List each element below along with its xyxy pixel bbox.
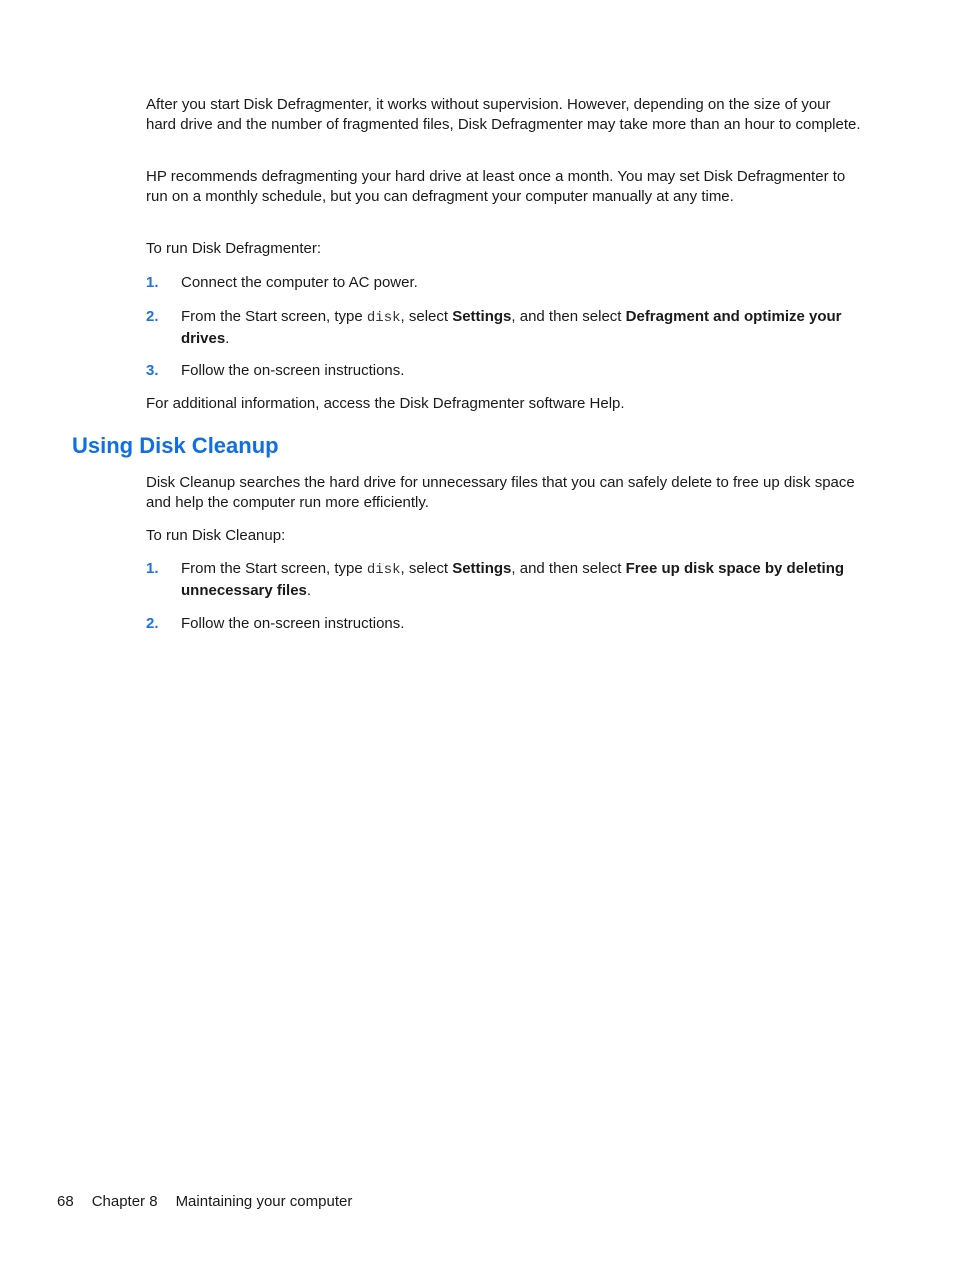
step-text: Follow the on-screen instructions. (181, 615, 405, 632)
step-text: Follow the on-screen instructions. (181, 362, 405, 379)
defrag-step-3 (146, 361, 862, 381)
step-number: 2. (146, 308, 159, 325)
bold-settings: Settings (452, 560, 512, 577)
page-footer (57, 1192, 370, 1211)
paragraph-cleanup-intro: To run Disk Cleanup: (146, 527, 286, 544)
step-number: 3. (146, 362, 159, 379)
step-number: 1. (146, 560, 159, 577)
cleanup-step-2 (146, 614, 862, 634)
defrag-step-2 (146, 307, 862, 348)
step-number: 1. (146, 274, 159, 291)
step-text: Connect the computer to AC power. (181, 274, 418, 291)
bold-settings: Settings (452, 308, 512, 325)
defrag-step-1 (146, 273, 862, 293)
step-number: 2. (146, 615, 159, 632)
code-disk: disk (366, 562, 401, 578)
code-disk: disk (366, 310, 401, 326)
bold-defragment-option: Defragment and optimize your drives (181, 308, 842, 347)
paragraph-defrag-help: For additional information, access the Disk Defragmenter software Help. (146, 395, 625, 412)
chapter-label: Chapter 8 (91, 1193, 158, 1210)
paragraph-defrag-schedule: HP recommends defragmenting your hard drive at least once a month. You may set Disk Defragmenter to run on a monthly schedule, but you can defragment your computer manually at any time. (146, 168, 846, 205)
paragraph-cleanup-description: Disk Cleanup searches the hard drive for unnecessary files that you can safely delete to free up disk space and help the computer run more efficiently. (146, 474, 855, 511)
chapter-title: Maintaining your computer (175, 1193, 353, 1210)
page-number: 68 (57, 1193, 74, 1210)
step-text: From the Start screen, type disk, select Settings, and then select Defragment and optimize your drives. (181, 308, 842, 347)
bold-free-up-option: Free up disk space by deleting unnecessary files (181, 560, 845, 599)
paragraph-defrag-intro: To run Disk Defragmenter: (146, 240, 322, 257)
paragraph-defrag-supervision: After you start Disk Defragmenter, it works without supervision. However, depending on the size of your hard drive and the number of fragmented files, Disk Defragmenter may take more than an hour to complete. (146, 96, 861, 133)
step-text: From the Start screen, type disk, select Settings, and then select Free up disk space by deleting unnecessary files. (181, 560, 845, 599)
cleanup-step-1 (146, 559, 862, 600)
section-heading-disk-cleanup: Using Disk Cleanup (72, 433, 279, 458)
